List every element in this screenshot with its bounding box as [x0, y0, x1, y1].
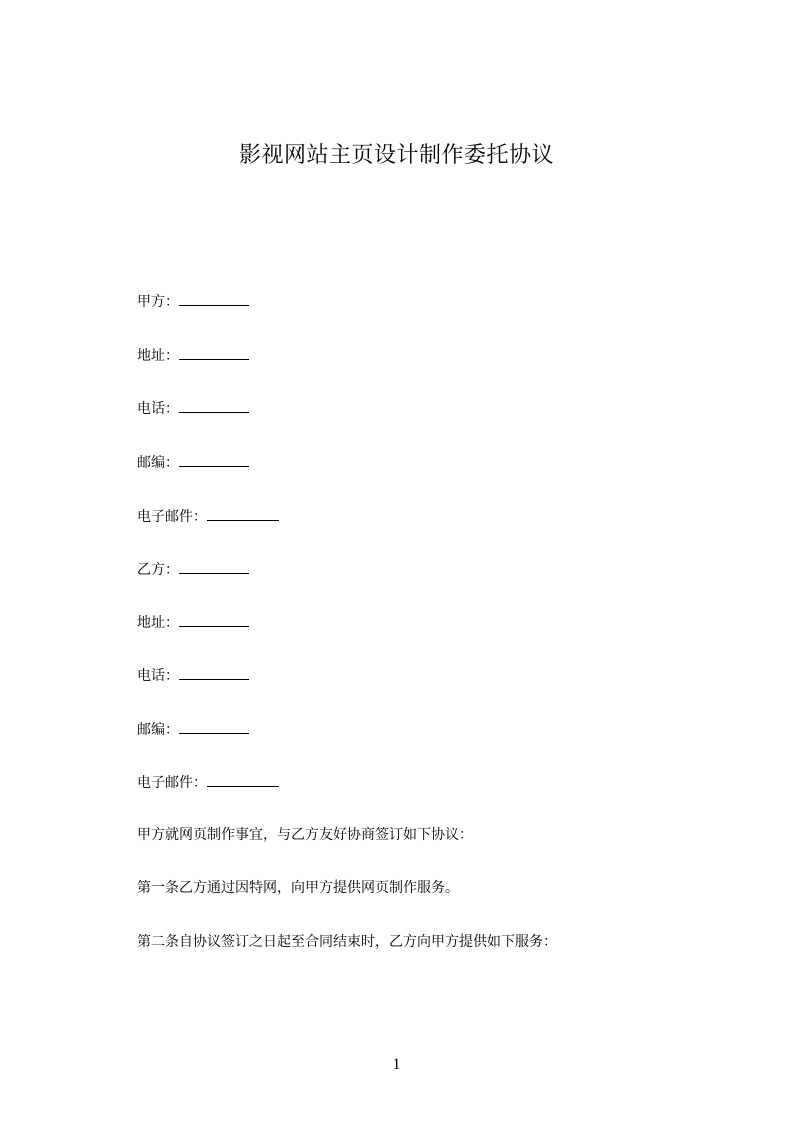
- party-b-address-label: 地址：: [137, 615, 179, 631]
- party-a-phone-line: [137, 398, 249, 419]
- party-a-email-blank[interactable]: [207, 506, 279, 521]
- party-a-postcode-label: 邮编：: [137, 455, 179, 471]
- party-a-phone-blank[interactable]: [179, 398, 249, 413]
- party-a-postcode-line: [137, 452, 249, 473]
- party-a-address-line: [137, 345, 249, 366]
- party-a-address-blank[interactable]: [179, 345, 249, 360]
- party-a-name-blank[interactable]: [179, 291, 249, 306]
- party-b-address-line: [137, 612, 249, 633]
- article-2-paragraph: 第二条自协议签订之日起至合同结束时，乙方向甲方提供如下服务：: [137, 934, 557, 950]
- party-b-name-label: 乙方：: [137, 562, 179, 578]
- party-a-postcode-blank[interactable]: [179, 452, 249, 467]
- party-b-postcode-blank[interactable]: [179, 719, 249, 734]
- party-a-name-line: [137, 291, 249, 312]
- party-b-address-blank[interactable]: [179, 612, 249, 627]
- party-a-address-label: 地址：: [137, 348, 179, 364]
- party-b-name-line: [137, 559, 249, 580]
- party-b-phone-label: 电话：: [137, 668, 179, 684]
- party-a-phone-label: 电话：: [137, 401, 179, 417]
- article-1-paragraph: 第一条乙方通过因特网，向甲方提供网页制作服务。: [137, 880, 459, 896]
- party-b-email-blank[interactable]: [207, 772, 279, 787]
- party-a-email-line: [137, 506, 279, 527]
- party-b-postcode-line: [137, 719, 249, 740]
- party-b-name-blank[interactable]: [179, 559, 249, 574]
- party-b-phone-line: [137, 665, 249, 686]
- party-a-name-label: 甲方：: [137, 294, 179, 310]
- intro-paragraph: 甲方就网页制作事宜，与乙方友好协商签订如下协议：: [137, 827, 473, 843]
- party-a-email-label: 电子邮件：: [137, 509, 207, 525]
- party-b-phone-blank[interactable]: [179, 665, 249, 680]
- document-title: 影视网站主页设计制作委托协议: [238, 143, 554, 168]
- party-b-email-label: 电子邮件：: [137, 775, 207, 791]
- party-b-postcode-label: 邮编：: [137, 722, 179, 738]
- party-b-email-line: [137, 772, 279, 793]
- page-number: 1: [392, 1056, 401, 1073]
